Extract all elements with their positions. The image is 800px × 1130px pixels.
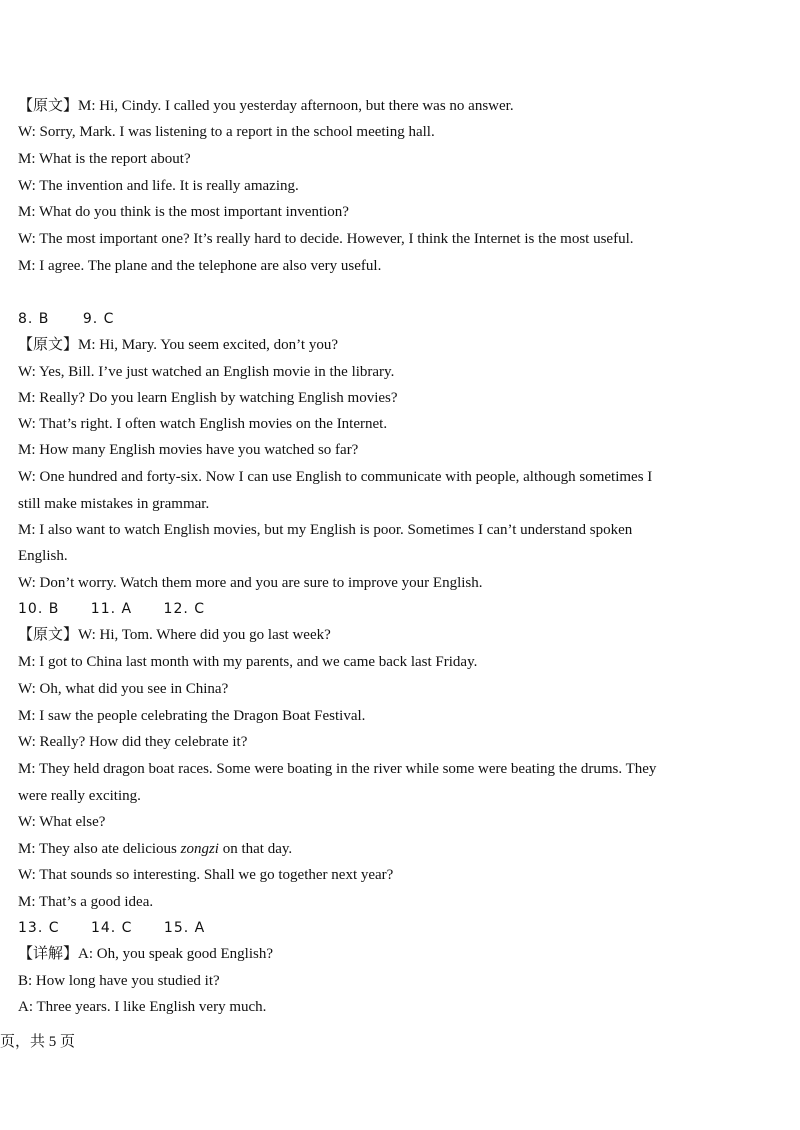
page-footer: 页，共 5 页 [0, 1034, 76, 1050]
text-line: M: What do you think is the most important invention? [18, 204, 349, 220]
text-line: 【原文】W: Hi, Tom. Where did you go last week? [18, 627, 331, 643]
answer-row [18, 918, 205, 938]
text-line: W: Really? How did they celebrate it? [18, 734, 248, 750]
text-line: B: How long have you studied it? [18, 973, 220, 989]
text-line: M: What is the report about? [18, 151, 191, 167]
text-line: M: I agree. The plane and the telephone are also very useful. [18, 258, 382, 274]
text-line: M: I saw the people celebrating the Dragon Boat Festival. [18, 708, 366, 724]
answer-15: 15. A [163, 920, 206, 936]
text-line: 【原文】M: Hi, Cindy. I called you yesterday afternoon, but there was no answer. [18, 98, 514, 114]
text-line: W: Yes, Bill. I’ve just watched an English movie in the library. [18, 364, 395, 380]
answer-14: 14. C [90, 920, 133, 936]
text-line: were really exciting. [18, 788, 141, 804]
text-line: A: Three years. I like English very much. [18, 999, 267, 1015]
answer-9: 9. C [82, 311, 115, 327]
text-line: W: Sorry, Mark. I was listening to a report in the school meeting hall. [18, 124, 435, 140]
text-line: W: The most important one? It’s really hard to decide. However, I think the Internet is the most useful. [18, 231, 634, 247]
text-segment: on that day. [218, 841, 293, 857]
text-line: M: How many English movies have you watched so far? [18, 442, 359, 458]
text-line: M: I also want to watch English movies, but my English is poor. Sometimes I can’t understand spoken [18, 522, 633, 538]
text-line: English. [18, 548, 68, 564]
answer-row [18, 309, 114, 329]
text-line: W: What else? [18, 814, 106, 830]
text-segment: M: They also ate delicious [18, 841, 181, 857]
text-line: 【原文】M: Hi, Mary. You seem excited, don’t you? [18, 337, 338, 353]
text-line: M: They held dragon boat races. Some were boating in the river while some were beating the drums. They [18, 761, 657, 777]
answer-8: 8. B [18, 311, 50, 327]
answer-12: 12. C [163, 601, 206, 617]
text-line: W: Don’t worry. Watch them more and you are sure to improve your English. [18, 575, 483, 591]
answer-13: 13. C [18, 920, 60, 936]
text-line: 【详解】A: Oh, you speak good English? [18, 946, 273, 962]
text-line: W: That sounds so interesting. Shall we go together next year? [18, 867, 394, 883]
answer-10: 10. B [18, 601, 60, 617]
italic-word: zongzi [180, 841, 219, 857]
text-line: W: One hundred and forty-six. Now I can use English to communicate with people, although sometimes I [18, 469, 653, 485]
answer-row [18, 599, 205, 619]
text-line: W: The invention and life. It is really amazing. [18, 178, 299, 194]
text-line: W: Oh, what did you see in China? [18, 681, 229, 697]
text-line: M: That’s a good idea. [18, 894, 154, 910]
text-line: still make mistakes in grammar. [18, 496, 210, 512]
text-line: M: I got to China last month with my parents, and we came back last Friday. [18, 654, 478, 670]
answer-11: 11. A [90, 601, 133, 617]
text-line: M: Really? Do you learn English by watching English movies? [18, 390, 398, 406]
text-line: W: That’s right. I often watch English movies on the Internet. [18, 416, 388, 432]
text-line-zongzi [18, 839, 292, 859]
